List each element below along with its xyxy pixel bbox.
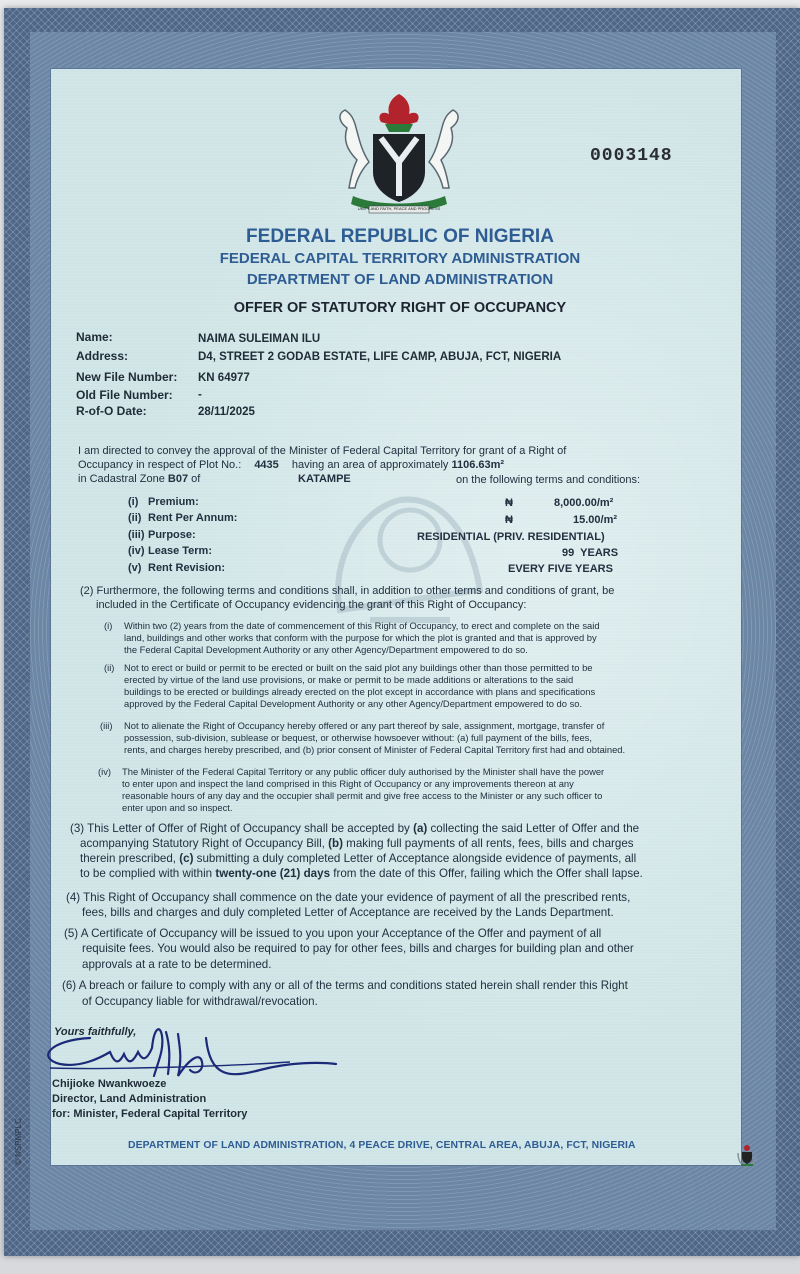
clause2-item3-l3: rents, and charges hereby prescribed, and (b) prior consent of Minister of Federal Capital Territory first had and obtained. (124, 744, 626, 755)
name-value: NAIMA SULEIMAN ILU (198, 333, 321, 345)
term-4-value: 99 YEARS (562, 547, 619, 559)
clause3-line1: (3) This Letter of Offer of Right of Occupancy shall be accepted by (a) collecting the said Letter of Offer and the (70, 822, 640, 835)
intro-line3-right: on the following terms and conditions: (456, 474, 641, 486)
signatory-for: for: Minister, Federal Capital Territory (52, 1108, 248, 1120)
clause5-line3: approvals at a rate to be determined. (82, 958, 272, 971)
clause2-item4-l2: to enter upon and inspect the land comprised in this Right of Occupancy or any improvements thereon at any (122, 778, 574, 789)
header-republic: FEDERAL REPUBLIC OF NIGERIA (246, 226, 554, 247)
term-2-value: 15.00/m² (573, 514, 618, 526)
term-4-label: Lease Term: (148, 545, 212, 557)
name-label: Name: (76, 330, 113, 344)
old-file-value: - (198, 389, 202, 401)
header-department: DEPARTMENT OF LAND ADMINISTRATION (246, 271, 554, 288)
clause2-item1-l1: Within two (2) years from the date of commencement of this Right of Occupancy, to erect and complete on the said (124, 620, 600, 631)
coat-of-arms-icon (325, 88, 473, 216)
zone-value: B07 (167, 473, 189, 485)
clause2-item4-l1: The Minister of the Federal Capital Territory or any public officer duly authorised by the Minister shall have the power (122, 766, 605, 777)
clause3-line3: therein prescribed, (c) submitting a duly completed Letter of Acceptance alongside evidence of payments, all (80, 852, 637, 865)
document-title: OFFER OF STATUTORY RIGHT OF OCCUPANCY (233, 300, 567, 316)
zone-label: in Cadastral Zone (78, 473, 165, 485)
clause2-item3-l2: possession, sub-division, sublease or bequest, or otherwise howsoever without: (a) full payment of the bills, fees, (124, 732, 592, 743)
term-1-value: 8,000.00/m² (554, 497, 614, 509)
clause2-intro-line1: (2) Furthermore, the following terms and conditions shall, in addition to other terms and conditions of grant, be (80, 585, 615, 597)
address-label: Address: (76, 349, 129, 363)
term-3-num: (iii) (128, 529, 145, 541)
clause2-item3-l1: Not to alienate the Right of Occupancy hereby offered or any part thereof by sale, assignment, mortgage, transfer of (124, 720, 605, 731)
old-file-label: Old File Number: (76, 388, 173, 402)
clause2-item2-l2: erected by virtue of the land use provisions, or make or permit to be made additions or alterations to the said (124, 674, 574, 685)
clause2-item4-num: (iv) (98, 766, 112, 777)
new-file-label: New File Number: (76, 370, 178, 384)
clause6-line2: of Occupancy liable for withdrawal/revocation. (82, 995, 318, 1008)
plot-number: 4435 (254, 459, 279, 471)
clause4-line1: (4) This Right of Occupancy shall commence on the date your evidence of payment of all the prescribed rents, (66, 891, 631, 904)
clause4-line2: fees, bills and charges and duly completed Letter of Acceptance are received by the Lands Department. (82, 906, 614, 919)
district-value: KATAMPE (298, 473, 351, 485)
clause6-line1: (6) A breach or failure to comply with any or all of the terms and conditions stated herein shall render this Right (62, 979, 628, 992)
plot-label: Occupancy in respect of Plot No.: (78, 459, 242, 471)
clause5-line2: requisite fees. You would also be required to pay for other fees, bills and charges for building plan and other (82, 942, 634, 955)
intro-line3-left (78, 473, 200, 486)
intro-line1: I am directed to convey the approval of the Minister of Federal Capital Territory for grant of a Right of (78, 445, 567, 457)
term-2-currency: ₦ (505, 514, 513, 526)
clause2-item3-num: (iii) (100, 720, 113, 731)
clause2-item2-num: (ii) (104, 662, 115, 673)
intro-line2 (78, 459, 504, 472)
clause2-item1-l2: land, buildings and other works that conform with the purpose for which the plot is granted and that is approved by (124, 632, 597, 643)
clause5-line1: (5) A Certificate of Occupancy will be issued to you upon your Acceptance of the Offer and payment of all (64, 927, 602, 940)
signatory-title: Director, Land Administration (52, 1093, 207, 1105)
term-5-num: (v) (128, 562, 142, 574)
rofo-date-label: R-of-O Date: (76, 404, 147, 418)
clause2-intro-line2: included in the Certificate of Occupancy evidencing the grant of this Right of Occupancy: (96, 599, 527, 611)
of-word: of (191, 473, 201, 485)
area-label: having an area of approximately (291, 459, 449, 471)
rofo-date-value: 28/11/2025 (198, 406, 255, 418)
clause3-line4: to be complied with within twenty-one (21) days from the date of this Offer, failing which the Offer shall lapse. (80, 867, 643, 880)
serial-number: 0003148 (590, 146, 673, 166)
clause2-item1-l3: the Federal Capital Development Authority or any other Agency/Department empowered to do so. (124, 644, 528, 655)
clause2-item1-num: (i) (104, 620, 113, 631)
printer-mark: © NSPMPLC (14, 1118, 23, 1165)
term-2-label: Rent Per Annum: (148, 512, 238, 524)
footer-address: DEPARTMENT OF LAND ADMINISTRATION, 4 PEACE DRIVE, CENTRAL AREA, ABUJA, FCT, NIGERIA (128, 1140, 636, 1151)
term-1-currency: ₦ (505, 497, 513, 509)
term-3-label: Purpose: (148, 529, 196, 541)
term-1-num: (i) (128, 496, 139, 508)
term-5-label: Rent Revision: (148, 562, 226, 574)
term-4-num: (iv) (128, 545, 145, 557)
clause2-item2-l1: Not to erect or build or permit to be erected or built on the said plot any buildings other than those permitted to be (124, 662, 593, 673)
area-value: 1106.63m² (451, 459, 505, 471)
coat-of-arms-motto: UNITY AND FAITH, PEACE AND PROGRESS (357, 206, 441, 211)
closing-text: Yours faithfully, (54, 1026, 137, 1038)
term-2-num: (ii) (128, 512, 142, 524)
term-1-label: Premium: (148, 496, 199, 508)
term-3-value: RESIDENTIAL (PRIV. RESIDENTIAL) (417, 531, 605, 543)
term-5-value: EVERY FIVE YEARS (508, 563, 613, 575)
clause2-item4-l4: enter upon and so inspect. (122, 802, 233, 813)
clause2-item4-l3: reasonable hours of any day and the occupier shall permit and give free access to the Minister or any such officer to (122, 790, 603, 801)
clause2-item2-l4: approved by the Federal Capital Development Authority or any other Agency/Department empowered to do so. (124, 698, 583, 709)
clause3-line2: acompanying Statutory Right of Occupancy Bill, (b) making full payments of all rents, fees, bills and charges (80, 837, 634, 850)
header-fcta: FEDERAL CAPITAL TERRITORY ADMINISTRATION (219, 250, 581, 267)
signatory-name: Chijioke Nwankwoeze (52, 1078, 167, 1090)
small-coat-of-arms-icon (735, 1143, 759, 1167)
clause2-item2-l3: buildings to be erected or buildings already erected on the plot except in accordance with plans and specifications (124, 686, 596, 697)
new-file-value: KN 64977 (198, 372, 250, 384)
address-value: D4, STREET 2 GODAB ESTATE, LIFE CAMP, ABUJA, FCT, NIGERIA (198, 351, 562, 363)
